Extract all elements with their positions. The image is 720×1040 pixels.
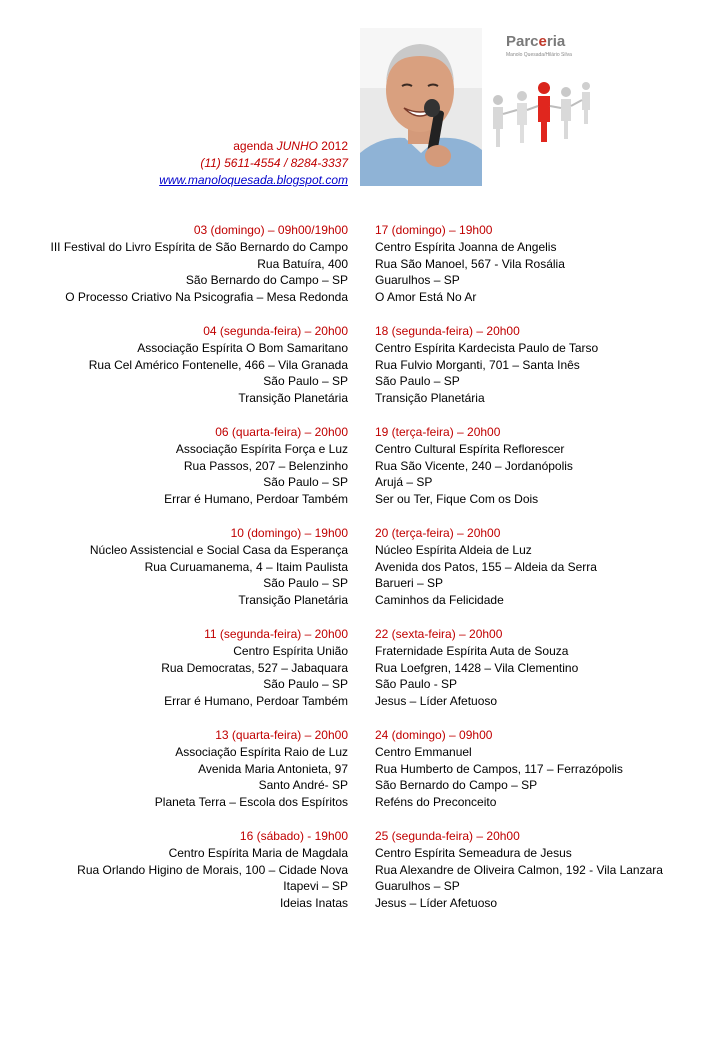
event-city: São Paulo – SP	[263, 677, 348, 692]
event-item	[375, 727, 705, 828]
event-date: 11 (segunda-feira) – 20h00	[204, 627, 348, 641]
speaker-photo	[360, 28, 482, 186]
event-venue: Núcleo Assistencial e Social Casa da Esperança	[89, 542, 348, 557]
event-city: São Bernardo do Campo – SP	[185, 273, 348, 288]
event-address: Avenida Maria Antonieta, 97	[198, 761, 348, 776]
event-date: 17 (domingo) – 19h00	[375, 223, 493, 237]
event-city: Arujá – SP	[375, 475, 433, 490]
event-item	[375, 424, 705, 525]
event-date: 24 (domingo) – 09h00	[375, 728, 493, 742]
event-address: Avenida dos Patos, 155 – Aldeia da Serra	[375, 559, 597, 574]
event-date: 25 (segunda-feira) – 20h00	[375, 829, 520, 843]
event-item	[375, 323, 705, 424]
event-city: São Paulo – SP	[375, 374, 460, 389]
event-venue: Fraternidade Espírita Auta de Souza	[375, 643, 569, 658]
event-city: São Paulo – SP	[263, 475, 348, 490]
event-item	[18, 525, 348, 626]
event-topic: Ser ou Ter, Fique Com os Dois	[375, 492, 539, 507]
event-topic: O Amor Está No Ar	[375, 290, 477, 305]
event-city: Guarulhos – SP	[375, 273, 460, 288]
event-item	[375, 828, 705, 929]
event-venue: Centro Espírita Maria de Magdala	[168, 845, 348, 860]
event-item	[18, 323, 348, 424]
event-topic: Caminhos da Felicidade	[375, 593, 504, 608]
event-item	[375, 626, 705, 727]
event-topic: Transição Planetária	[238, 391, 348, 406]
event-venue: Associação Espírita Raio de Luz	[175, 744, 348, 759]
event-address: Rua Democratas, 527 – Jabaquara	[161, 660, 348, 675]
event-address: Rua Fulvio Morganti, 701 – Santa Inês	[375, 357, 580, 372]
event-date: 19 (terça-feira) – 20h00	[375, 425, 501, 439]
events-right-column	[375, 222, 705, 929]
event-date: 13 (quarta-feira) – 20h00	[215, 728, 348, 742]
event-city: São Paulo – SP	[263, 374, 348, 389]
event-date: 20 (terça-feira) – 20h00	[375, 526, 501, 540]
event-address: Rua São Manoel, 567 - Vila Rosália	[375, 256, 565, 271]
website-row	[159, 172, 348, 189]
event-address: Rua São Vicente, 240 – Jordanópolis	[375, 458, 573, 473]
event-item	[18, 424, 348, 525]
event-date: 22 (sexta-feira) – 20h00	[375, 627, 503, 641]
event-date: 03 (domingo) – 09h00/19h00	[193, 223, 348, 237]
partnership-title: Parceria	[506, 33, 566, 50]
event-topic: Jesus – Líder Afetuoso	[375, 896, 498, 911]
event-address: Rua Batuíra, 400	[257, 256, 348, 271]
event-venue: Centro Espírita União	[233, 643, 348, 658]
event-date: 16 (sábado) - 19h00	[239, 829, 348, 843]
event-item	[18, 626, 348, 727]
event-item	[375, 222, 705, 323]
event-topic: Planeta Terra – Escola dos Espíritos	[154, 795, 348, 810]
event-date: 10 (domingo) – 19h00	[230, 526, 348, 540]
event-topic: Errar é Humano, Perdoar Também	[164, 492, 348, 507]
events-left-column	[18, 222, 348, 929]
event-address: Rua Humberto de Campos, 117 – Ferrazópolis	[375, 761, 623, 776]
event-topic: Jesus – Líder Afetuoso	[375, 694, 498, 709]
event-topic: Transição Planetária	[375, 391, 485, 406]
event-item	[375, 525, 705, 626]
event-city: Barueri – SP	[375, 576, 444, 591]
event-address: Rua Cel Américo Fontenelle, 466 – Vila Granada	[88, 357, 348, 372]
event-address: Rua Passos, 207 – Belenzinho	[183, 458, 348, 473]
event-venue: Centro Espírita Joanna de Angelis	[375, 239, 557, 254]
event-city: São Bernardo do Campo – SP	[375, 778, 538, 793]
event-address: Rua Curuamanema, 4 – Itaim Paulista	[144, 559, 348, 574]
event-venue: Associação Espírita Força e Luz	[175, 441, 348, 456]
website-link[interactable]: www.manoloquesada.blogspot.com	[159, 173, 348, 187]
event-date: 18 (segunda-feira) – 20h00	[375, 324, 520, 338]
event-address: Rua Loefgren, 1428 – Vila Clementino	[375, 660, 579, 675]
event-address: Rua Alexandre de Oliveira Calmon, 192 - Vila Lanzara	[375, 862, 663, 877]
event-item	[18, 727, 348, 828]
event-venue: Centro Emmanuel	[375, 744, 472, 759]
event-topic: Ideias Inatas	[279, 896, 348, 911]
phone-numbers: (11) 5611-4554 / 8284-3337	[200, 156, 348, 170]
event-venue: Centro Espírita Kardecista Paulo de Tarso	[375, 340, 599, 355]
event-topic: Reféns do Preconceito	[375, 795, 497, 810]
event-city: Guarulhos – SP	[375, 879, 460, 894]
event-venue: Centro Cultural Espírita Reflorescer	[375, 441, 565, 456]
event-venue: Centro Espírita Semeadura de Jesus	[375, 845, 572, 860]
event-topic: Transição Planetária	[238, 593, 348, 608]
event-date: 04 (segunda-feira) – 20h00	[203, 324, 348, 338]
event-city: Itapevi – SP	[283, 879, 348, 894]
event-city: São Paulo - SP	[375, 677, 458, 692]
partnership-subtitle: Manolo Quesada/Hilário Silva	[506, 52, 572, 58]
event-venue: Associação Espírita O Bom Samaritano	[137, 340, 348, 355]
event-address: Rua Orlando Higino de Morais, 100 – Cidade Nova	[77, 862, 348, 877]
event-topic: Errar é Humano, Perdoar Também	[164, 694, 348, 709]
partnership-logo	[484, 28, 596, 186]
event-city: São Paulo – SP	[263, 576, 348, 591]
event-item	[18, 222, 348, 323]
event-venue: Núcleo Espírita Aldeia de Luz	[375, 542, 532, 557]
event-city: Santo André- SP	[258, 778, 348, 793]
event-date: 06 (quarta-feira) – 20h00	[215, 425, 348, 439]
event-venue: III Festival do Livro Espírita de São Bernardo do Campo	[50, 239, 348, 254]
people-holding-hands-icon	[484, 74, 596, 164]
agenda-header	[159, 138, 348, 189]
agenda-title: agenda JUNHO 2012	[233, 139, 348, 153]
event-item	[18, 828, 348, 929]
event-topic: O Processo Criativo Na Psicografia – Mesa Redonda	[65, 290, 348, 305]
